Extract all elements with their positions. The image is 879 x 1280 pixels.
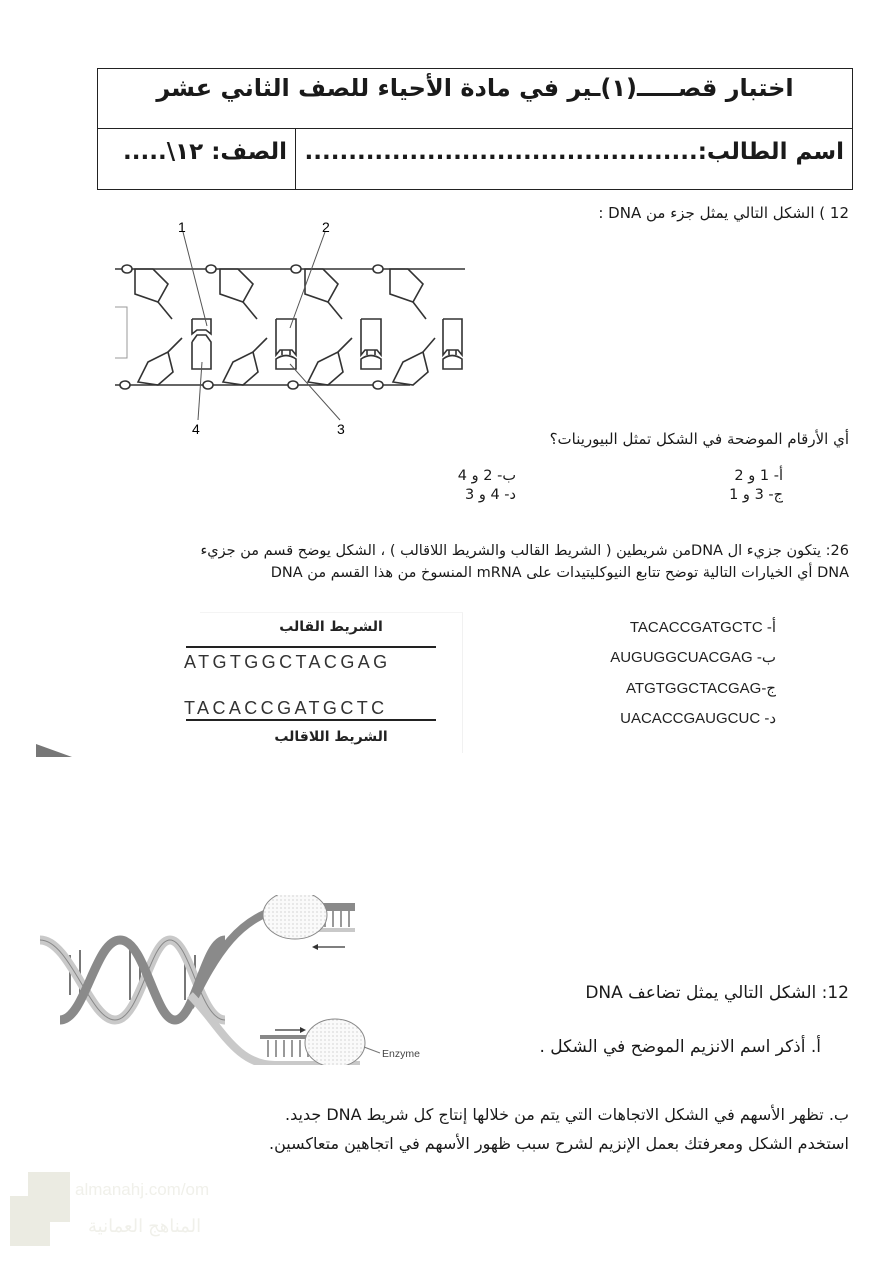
dna-replication-diagram: [40, 895, 440, 1065]
q2-choice-b[interactable]: ب- AUGUGGCUACGAG: [610, 649, 776, 666]
lower-enzyme: [305, 1019, 365, 1065]
header-table: [97, 68, 853, 190]
upper-enzyme: [263, 895, 327, 939]
class-field[interactable]: الصف: ١٢\.....: [123, 139, 287, 165]
q2-line-1: 26: يتكون جزيء ال DNAمن شريطين ( الشريط القالب والشريط اللاقالب ) ، الشكل يوضح قسم من جزيء: [200, 543, 849, 559]
watermark-url: almanahj.com/om: [75, 1180, 210, 1199]
q1-option-c[interactable]: ج- 3 و 1: [729, 487, 783, 503]
coding-strand-label: الشريط اللاقالب: [274, 729, 388, 745]
enzyme-label: Enzyme: [382, 1048, 420, 1060]
base-pair-4: [443, 319, 462, 369]
base-pair-1: [192, 319, 211, 369]
base-pair-3: [361, 319, 381, 369]
diagram-label-1: 1: [178, 222, 186, 235]
sugar-pentagons-top: [135, 269, 423, 302]
diagram-label-3: 3: [337, 421, 345, 437]
q3-title: 12: الشكل التالي يمثل تضاعف DNA: [585, 983, 849, 1003]
q2-choice-a[interactable]: أ- TACACCGATGCTC: [629, 619, 776, 636]
template-sequence: ATGTGGCTACGAG: [184, 652, 391, 672]
q2-choice-c[interactable]: ج-ATGTGGCTACGAG: [626, 680, 776, 697]
lower-new-strand: [268, 1040, 308, 1057]
side-bracket: [115, 307, 127, 358]
strand-figure: [184, 612, 463, 753]
watermark-arabic: المناهج العمانية: [88, 1216, 202, 1236]
watermark-logo-block-2: [28, 1172, 70, 1222]
coding-sequence: TACACCGATGCTC: [184, 698, 388, 718]
base-pair-2: [276, 319, 296, 369]
q3-part-b-line-1: ب. تظهر الأسهم في الشكل الاتجاهات التي يتم من خلالها إنتاج كل شريط DNA جديد.: [285, 1105, 849, 1124]
q3-part-a: أ. أذكر اسم الانزيم الموضح في الشكل .: [539, 1037, 821, 1057]
diagram-label-2: 2: [322, 222, 330, 235]
upper-new-strand: [325, 911, 349, 927]
q1-question: أي الأرقام الموضحة في الشكل تمثل البيورينات؟: [549, 430, 849, 448]
q1-option-a[interactable]: أ- 1 و 2: [734, 468, 783, 484]
exam-title: اختبار قصـــــ(١)ـير في مادة الأحياء للصف الثاني عشر: [98, 69, 852, 129]
dna-structure-diagram: [110, 222, 470, 437]
q1-option-d[interactable]: د- 4 و 3: [464, 487, 516, 503]
template-strand-line: [186, 646, 436, 648]
q2-line-2: DNA أي الخيارات التالية توضح تتابع النيوكليتيدات على mRNA المنسوخ من هذا القسم من DNA: [270, 565, 849, 581]
corner-triangle-mark: [36, 744, 76, 758]
diagram-label-4: 4: [192, 421, 200, 437]
q3-part-b-line-2: استخدم الشكل ومعرفتك بعمل الإنزيم لشرح سبب ظهور الأسهم في اتجاهين متعاكسين.: [269, 1134, 849, 1153]
student-name-field[interactable]: اسم الطالب:.............................................: [295, 129, 852, 189]
coding-strand-line: [186, 719, 436, 721]
q1-option-b[interactable]: ب- 2 و 4: [457, 468, 516, 484]
q2-choice-d[interactable]: د- UACACCGAUGCUC: [620, 710, 776, 727]
q1-prompt: 12 ) الشكل التالي يمثل جزء من DNA :: [598, 204, 849, 222]
leader-lines: [183, 232, 340, 420]
template-strand-label: الشريط القالب: [279, 619, 383, 635]
header-info-row: [98, 129, 852, 189]
